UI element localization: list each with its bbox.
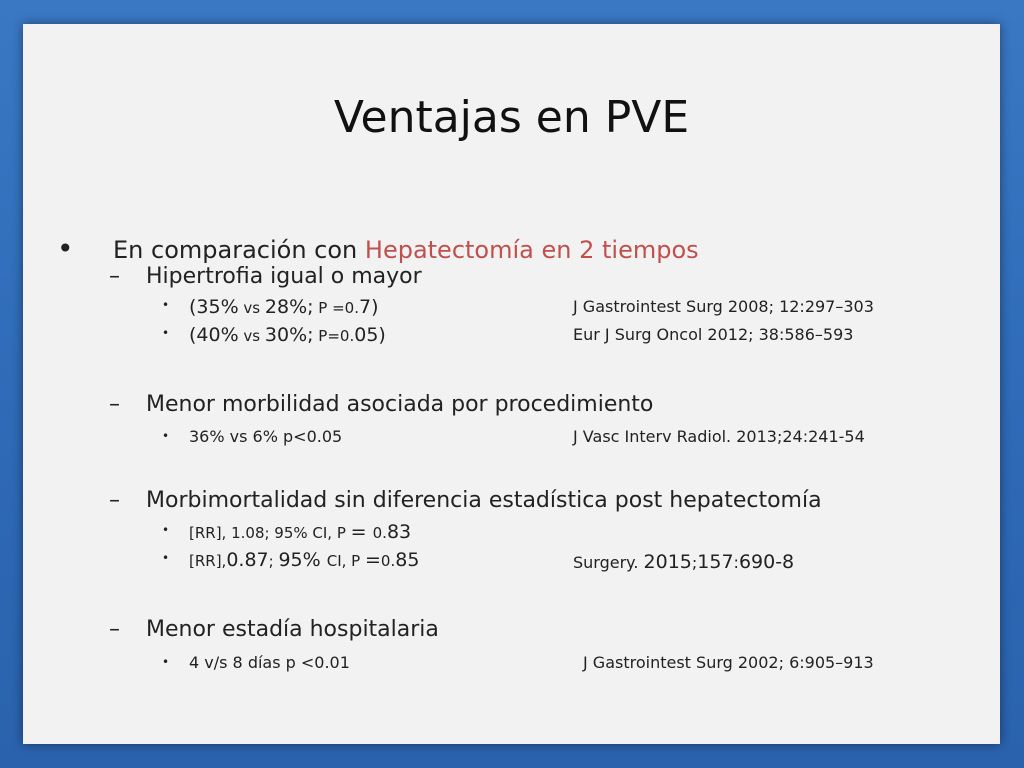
section-heading-text: Menor estadía hospitalaria bbox=[146, 617, 439, 642]
dash-mark: – bbox=[109, 264, 120, 289]
citation: J Vasc Interv Radiol. 2013;24:241-54 bbox=[573, 427, 865, 446]
list-item-text: 36% vs 6% p<0.05 bbox=[189, 427, 343, 446]
dot-mark: • bbox=[162, 298, 170, 312]
dot-mark: • bbox=[162, 655, 170, 669]
bullet-mark: • bbox=[57, 232, 74, 265]
citation: J Gastrointest Surg 2002; 6:905–913 bbox=[583, 653, 874, 672]
list-item-text: (35% vs 28%; P =0.7) bbox=[189, 296, 379, 318]
section-heading-text: Menor morbilidad asociada por procedimiento bbox=[146, 392, 654, 417]
section-heading-text: Hipertrofia igual o mayor bbox=[146, 264, 422, 289]
slide-title: Ventajas en PVE bbox=[333, 92, 690, 143]
dot-mark: • bbox=[162, 326, 170, 340]
main-bullet-highlight: Hepatectomía en 2 tiempos bbox=[364, 236, 699, 264]
list-item-text: (40% vs 30%; P=0.05) bbox=[189, 324, 386, 346]
citation: Surgery. 2015;157:690-8 bbox=[573, 551, 795, 573]
list-item-text: [RR],0.87; 95% CI, P =0.85 bbox=[189, 549, 420, 571]
dash-mark: – bbox=[109, 617, 120, 642]
section-heading-text: Morbimortalidad sin diferencia estadística post hepatectomía bbox=[146, 488, 822, 513]
dot-mark: • bbox=[162, 523, 170, 537]
dot-mark: • bbox=[162, 551, 170, 565]
main-bullet-text bbox=[113, 236, 699, 264]
list-item-text: 4 v/s 8 días p <0.01 bbox=[189, 653, 350, 672]
dash-mark: – bbox=[109, 392, 120, 417]
list-item-text: [RR], 1.08; 95% CI, P = 0.83 bbox=[189, 521, 412, 543]
dash-mark: – bbox=[109, 488, 120, 513]
dot-mark: • bbox=[162, 429, 170, 443]
citation: J Gastrointest Surg 2008; 12:297–303 bbox=[573, 297, 874, 316]
slide bbox=[23, 24, 1000, 744]
main-bullet-prefix: En comparación con bbox=[113, 236, 365, 264]
citation: Eur J Surg Oncol 2012; 38:586–593 bbox=[573, 325, 854, 344]
